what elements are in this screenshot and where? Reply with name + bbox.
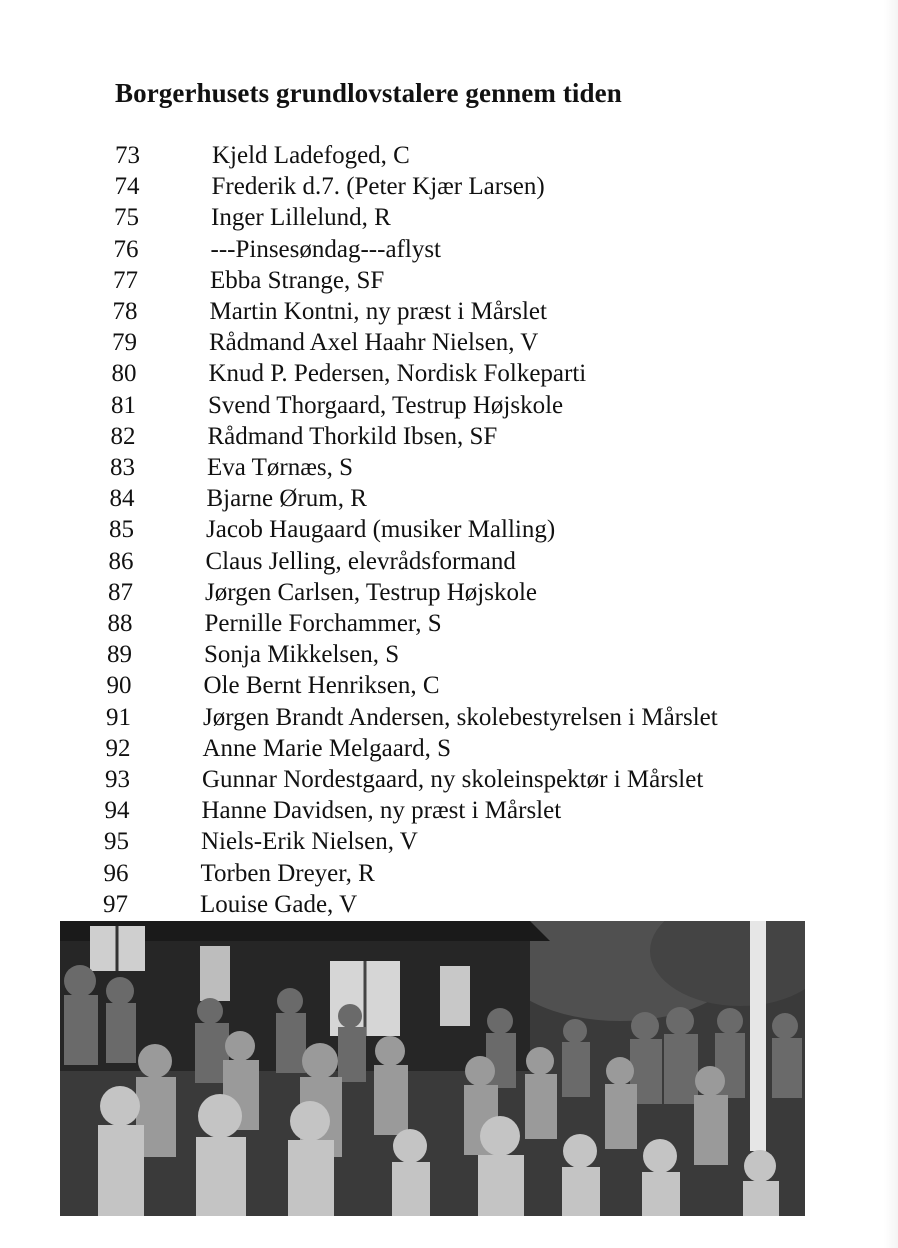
speaker-number: 76	[113, 236, 139, 263]
speaker-number: 95	[104, 828, 129, 855]
speaker-name: Kjeld Ladefoged, C	[212, 142, 410, 169]
speaker-row	[0, 452, 898, 483]
speaker-name: Rådmand Thorkild Ibsen, SF	[207, 423, 498, 450]
speaker-number: 84	[109, 485, 135, 512]
speaker-name: Gunnar Nordestgaard, ny skoleinspektør i Mårslet	[202, 766, 704, 793]
speaker-row	[0, 577, 898, 608]
speaker-number: 83	[110, 454, 135, 481]
speaker-row	[0, 296, 898, 327]
speaker-number: 73	[115, 142, 140, 169]
speaker-number: 97	[103, 891, 128, 918]
speaker-name: Rådmand Axel Haahr Nielsen, V	[209, 329, 539, 356]
speaker-number: 94	[104, 797, 130, 824]
speaker-row	[0, 390, 898, 421]
speaker-row	[0, 546, 898, 577]
speaker-row	[0, 140, 898, 171]
speaker-name: ---Pinsesøndag---aflyst	[210, 236, 441, 263]
speaker-number: 93	[105, 766, 130, 793]
speaker-row	[0, 327, 898, 358]
speaker-row	[0, 702, 898, 733]
speaker-number: 82	[110, 423, 136, 450]
speaker-number: 77	[113, 267, 138, 294]
speaker-number: 78	[112, 298, 138, 325]
speaker-number: 85	[109, 516, 134, 543]
speaker-name: Bjarne Ørum, R	[206, 485, 367, 512]
speaker-name: Claus Jelling, elevrådsformand	[205, 548, 516, 575]
speaker-name: Frederik d.7. (Peter Kjær Larsen)	[211, 173, 545, 200]
speaker-name: Eva Tørnæs, S	[207, 454, 354, 481]
speaker-row	[0, 639, 898, 670]
speaker-row	[0, 795, 898, 826]
scan-edge	[884, 0, 898, 1248]
speaker-name: Knud P. Pedersen, Nordisk Folkeparti	[208, 360, 587, 387]
speaker-number: 88	[107, 610, 133, 637]
speaker-number: 86	[108, 548, 134, 575]
speaker-name: Ole Bernt Henriksen, C	[203, 672, 440, 699]
speaker-row	[0, 483, 898, 514]
speaker-row	[0, 826, 898, 857]
speaker-number: 90	[106, 672, 132, 699]
page-title: Borgerhusets grundlovstalere gennem tiden	[115, 78, 622, 108]
speaker-row	[0, 202, 898, 233]
crowd-photo-illustration	[60, 921, 805, 1216]
speaker-row	[0, 265, 898, 296]
speaker-row	[0, 514, 898, 545]
speaker-number: 87	[108, 579, 133, 606]
speaker-number: 75	[114, 204, 139, 231]
speaker-number: 80	[111, 360, 137, 387]
speaker-row	[0, 234, 898, 265]
speaker-name: Jørgen Brandt Andersen, skolebestyrelsen i Mårslet	[203, 704, 718, 731]
speaker-row	[0, 733, 898, 764]
speaker-number: 74	[114, 173, 140, 200]
speaker-name: Anne Marie Melgaard, S	[202, 735, 452, 762]
speaker-row	[0, 670, 898, 701]
speaker-number: 92	[105, 735, 131, 762]
speaker-name: Inger Lillelund, R	[211, 204, 391, 231]
speaker-name: Hanne Davidsen, ny præst i Mårslet	[201, 797, 562, 824]
speaker-name: Svend Thorgaard, Testrup Højskole	[208, 392, 564, 419]
speaker-name: Martin Kontni, ny præst i Mårslet	[209, 298, 547, 325]
speaker-name: Torben Dreyer, R	[200, 860, 375, 887]
speaker-name: Ebba Strange, SF	[210, 267, 385, 294]
speaker-row	[0, 171, 898, 202]
speaker-number: 89	[107, 641, 132, 668]
speaker-row	[0, 421, 898, 452]
speaker-name: Jacob Haugaard (musiker Malling)	[206, 516, 556, 543]
speaker-name: Louise Gade, V	[200, 891, 358, 918]
speaker-number: 81	[111, 392, 136, 419]
speaker-name: Niels-Erik Nielsen, V	[201, 828, 418, 855]
speaker-name: Jørgen Carlsen, Testrup Højskole	[205, 579, 538, 606]
speaker-number: 96	[103, 860, 129, 887]
speaker-number: 79	[112, 329, 137, 356]
speaker-number: 91	[106, 704, 131, 731]
crowd-photo	[60, 921, 805, 1216]
speaker-name: Pernille Forchammer, S	[204, 610, 442, 637]
speaker-row	[0, 764, 898, 795]
speaker-row	[0, 858, 898, 889]
speaker-row	[0, 358, 898, 389]
speaker-name: Sonja Mikkelsen, S	[204, 641, 400, 668]
speaker-row	[0, 889, 898, 920]
speaker-row	[0, 608, 898, 639]
